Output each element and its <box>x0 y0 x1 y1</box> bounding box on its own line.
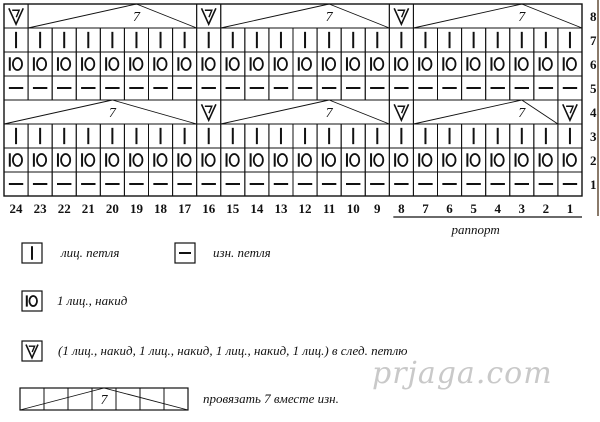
decrease-line <box>329 100 389 124</box>
chart-cell <box>100 148 124 172</box>
decrease-group <box>221 4 390 28</box>
knit-yo-symbol-circle <box>495 58 504 70</box>
decrease-symbol: 7 <box>325 106 333 121</box>
decrease-line <box>522 100 558 124</box>
chart-cell <box>149 148 173 172</box>
repeat-label: раппорт <box>451 222 500 237</box>
knit-yo-symbol-circle <box>254 58 263 70</box>
knit-yo-symbol-circle <box>446 154 455 166</box>
knit-yo-symbol-circle <box>13 58 22 70</box>
chart-cell <box>558 148 582 172</box>
knit-yo-symbol-circle <box>206 58 215 70</box>
chart-cell <box>76 148 100 172</box>
decrease-line <box>28 4 136 28</box>
knit-yo-symbol-circle <box>37 154 46 166</box>
chart-cell <box>534 52 558 76</box>
legend-knit-label: лиц. петля <box>61 245 120 260</box>
decrease-group <box>4 100 197 124</box>
knit-yo-symbol-circle <box>495 154 504 166</box>
column-number: 20 <box>105 201 119 216</box>
decrease-line <box>112 100 196 124</box>
knit-yo-symbol-circle <box>157 58 166 70</box>
legend-decrease-symbol: 7 <box>100 393 108 408</box>
column-number: 24 <box>9 201 23 216</box>
chart-cell <box>76 52 100 76</box>
chart-cell <box>438 148 462 172</box>
column-number: 9 <box>374 201 381 216</box>
chart-cell <box>245 148 269 172</box>
legend-knit-yo-box <box>22 291 42 311</box>
knit-yo-symbol-circle <box>567 154 576 166</box>
row-number: 1 <box>590 177 597 192</box>
legend-decrease-line <box>104 388 188 410</box>
column-number: 2 <box>542 201 550 216</box>
legend-decrease-label: провязать 7 вместе изн. <box>203 391 339 406</box>
chart-cell <box>558 52 582 76</box>
decrease-line <box>221 4 329 28</box>
decrease-group <box>413 100 557 124</box>
chart-cell <box>245 52 269 76</box>
column-number: 17 <box>178 201 192 216</box>
knit-yo-symbol-circle <box>398 154 407 166</box>
knit-yo-symbol-circle <box>326 154 335 166</box>
chart-cell <box>462 52 486 76</box>
knit-yo-symbol-circle <box>254 154 263 166</box>
chart-cell <box>28 52 52 76</box>
decrease-symbol: 7 <box>518 106 526 121</box>
knit-yo-symbol-circle <box>109 58 118 70</box>
column-number: 19 <box>129 201 143 216</box>
chart-cell <box>389 52 413 76</box>
knit-yo-symbol-circle <box>230 154 239 166</box>
chart-cell <box>149 52 173 76</box>
row-number: 3 <box>590 129 597 144</box>
row-number: 8 <box>590 9 597 24</box>
legend-purl-label: изн. петля <box>213 245 271 260</box>
chart-cell <box>124 148 148 172</box>
legend-knit-yo-symbol-circle <box>29 296 37 306</box>
knit-yo-symbol-circle <box>278 154 287 166</box>
knit-yo-symbol-circle <box>206 154 215 166</box>
column-number: 6 <box>446 201 453 216</box>
decrease-symbol: 7 <box>108 106 116 121</box>
knit-yo-symbol-circle <box>133 58 142 70</box>
knit-yo-symbol-circle <box>350 58 359 70</box>
knit-yo-symbol-circle <box>182 58 191 70</box>
knit-yo-symbol-circle <box>302 154 311 166</box>
knit-yo-symbol-circle <box>519 58 528 70</box>
column-number: 11 <box>322 201 336 216</box>
decrease-line <box>329 4 389 28</box>
knit-yo-symbol-circle <box>109 154 118 166</box>
column-number: 16 <box>202 201 216 216</box>
knit-yo-symbol-circle <box>519 154 528 166</box>
legend-decrease-line <box>20 388 104 410</box>
chart-cell <box>221 52 245 76</box>
decrease-group <box>413 4 582 28</box>
row-number: 6 <box>590 57 597 72</box>
chart-cell <box>413 148 437 172</box>
chart-cell <box>52 148 76 172</box>
knit-yo-symbol-circle <box>543 58 552 70</box>
decrease-line <box>136 4 196 28</box>
column-number: 18 <box>154 201 168 216</box>
column-number: 12 <box>298 201 312 216</box>
knit-yo-symbol-circle <box>350 154 359 166</box>
knit-yo-symbol-circle <box>302 58 311 70</box>
watermark: prjaga.com <box>372 356 553 391</box>
chart-cell <box>413 52 437 76</box>
column-number: 7 <box>422 201 429 216</box>
chart-cell <box>510 52 534 76</box>
chart-cell <box>317 52 341 76</box>
decrease-group <box>221 100 390 124</box>
knit-yo-symbol-circle <box>446 58 455 70</box>
column-number: 22 <box>57 201 71 216</box>
decrease-line <box>4 100 112 124</box>
knit-yo-symbol-circle <box>157 154 166 166</box>
column-number: 1 <box>566 201 574 216</box>
chart-cell <box>510 148 534 172</box>
chart-cell <box>293 148 317 172</box>
legend-knit-yo-label: 1 лиц., накид <box>57 293 128 308</box>
column-number: 13 <box>274 201 288 216</box>
chart-cell <box>486 52 510 76</box>
knit-yo-symbol-circle <box>422 154 431 166</box>
row-number: 2 <box>590 153 597 168</box>
decrease-symbol: 7 <box>518 10 526 25</box>
knit-yo-symbol-circle <box>422 58 431 70</box>
knit-yo-symbol-circle <box>230 58 239 70</box>
decrease-symbol: 7 <box>325 10 333 25</box>
chart-cell <box>438 52 462 76</box>
knit-yo-symbol-circle <box>61 58 70 70</box>
chart-cell <box>462 148 486 172</box>
knit-yo-symbol-circle <box>374 154 383 166</box>
decrease-line <box>522 4 582 28</box>
chart-cell <box>365 148 389 172</box>
chart-cell <box>269 52 293 76</box>
knit-yo-symbol-circle <box>85 154 94 166</box>
row-number: 4 <box>590 105 597 120</box>
column-number: 23 <box>33 201 47 216</box>
column-number: 8 <box>398 201 405 216</box>
legend-increase-label: (1 лиц., накид, 1 лиц., накид, 1 лиц., накид, 1 лиц.) в след. петлю <box>58 343 408 358</box>
chart-cell <box>534 148 558 172</box>
column-number: 14 <box>250 201 264 216</box>
decrease-group <box>28 4 197 28</box>
column-number: 4 <box>494 201 501 216</box>
chart-cell <box>28 148 52 172</box>
knit-yo-symbol-circle <box>398 58 407 70</box>
knit-yo-symbol-circle <box>326 58 335 70</box>
knit-yo-symbol-circle <box>133 154 142 166</box>
column-number: 21 <box>81 201 95 216</box>
knit-yo-symbol-circle <box>278 58 287 70</box>
chart-cell <box>197 148 221 172</box>
knit-yo-symbol-circle <box>37 58 46 70</box>
row-number: 7 <box>590 33 597 48</box>
chart-cell <box>124 52 148 76</box>
chart-cell <box>365 52 389 76</box>
chart-cell <box>341 52 365 76</box>
knit-yo-symbol-circle <box>85 58 94 70</box>
chart-cell <box>52 52 76 76</box>
chart-cell <box>173 52 197 76</box>
chart-cell <box>389 148 413 172</box>
chart-cell <box>486 148 510 172</box>
chart-cell <box>317 148 341 172</box>
decrease-line <box>413 100 521 124</box>
chart-cell <box>221 148 245 172</box>
knit-yo-symbol-circle <box>543 154 552 166</box>
chart-cell <box>4 148 28 172</box>
column-number: 5 <box>470 201 477 216</box>
chart-cell <box>341 148 365 172</box>
column-number: 15 <box>226 201 240 216</box>
decrease-symbol: 7 <box>132 10 140 25</box>
decrease-line <box>413 4 521 28</box>
column-number: 3 <box>518 201 526 216</box>
knit-yo-symbol-circle <box>182 154 191 166</box>
knit-yo-symbol-circle <box>13 154 22 166</box>
decrease-line <box>221 100 329 124</box>
row-number: 5 <box>590 81 597 96</box>
chart-cell <box>173 148 197 172</box>
chart-cell <box>293 52 317 76</box>
knit-yo-symbol-circle <box>471 58 480 70</box>
knit-yo-symbol-circle <box>61 154 70 166</box>
chart-cell <box>197 52 221 76</box>
knit-yo-symbol-circle <box>471 154 480 166</box>
knit-yo-symbol-circle <box>567 58 576 70</box>
chart-cell <box>269 148 293 172</box>
chart-cell <box>100 52 124 76</box>
knit-yo-symbol-circle <box>374 58 383 70</box>
chart-cell <box>4 52 28 76</box>
column-number: 10 <box>346 201 360 216</box>
